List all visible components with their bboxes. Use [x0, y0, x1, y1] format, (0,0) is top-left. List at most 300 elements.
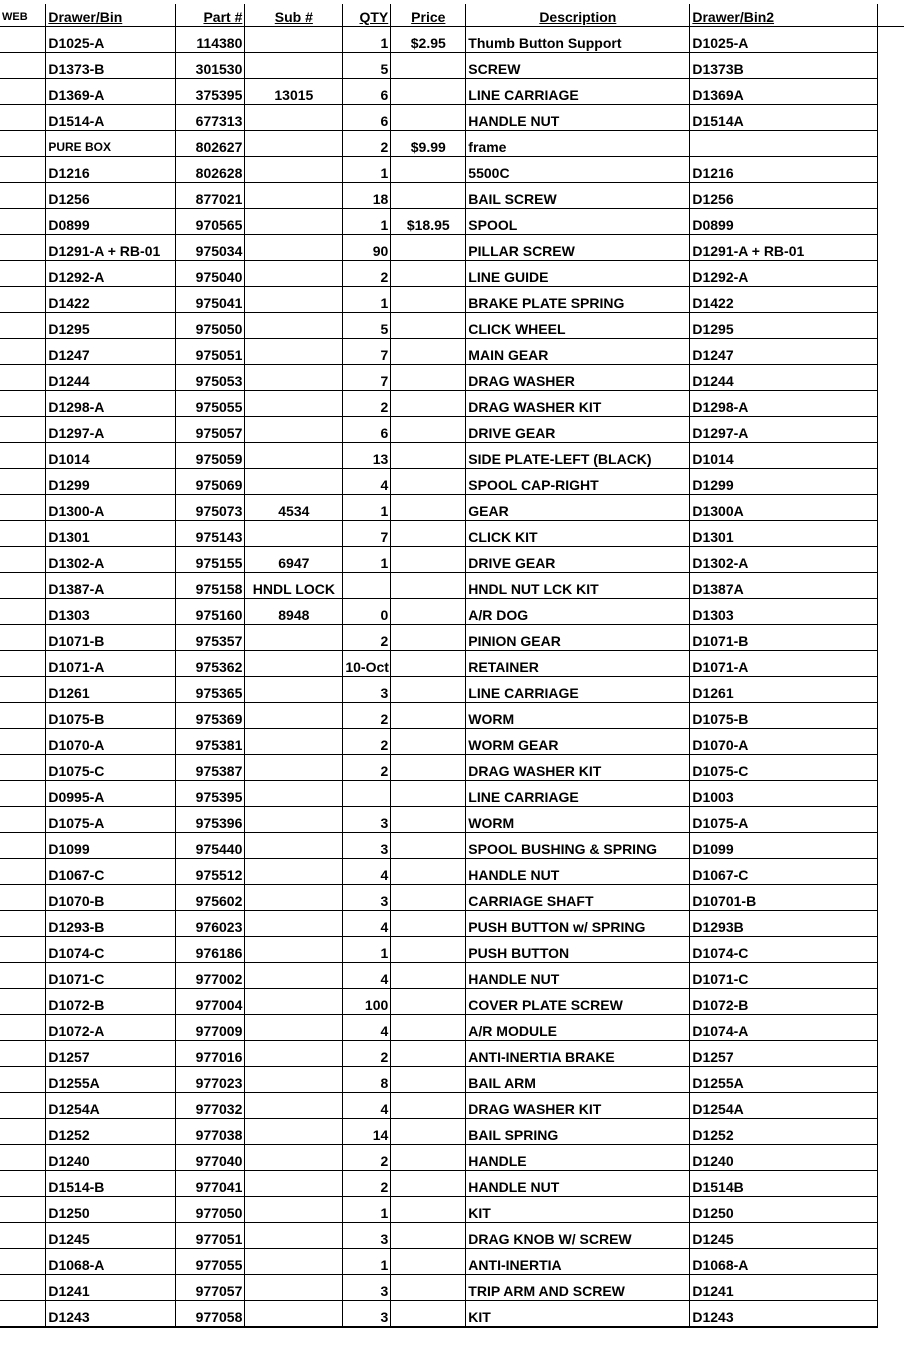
cell-qty[interactable]: 0	[343, 599, 391, 625]
cell-description[interactable]: DRAG WASHER KIT	[466, 391, 690, 417]
cell-price[interactable]	[391, 781, 466, 807]
header-drawer-bin2[interactable]: Drawer/Bin2	[690, 4, 878, 27]
cell-qty[interactable]: 100	[343, 989, 391, 1015]
cell-part-number[interactable]: 975051	[175, 339, 245, 365]
cell-sub-number[interactable]	[245, 1301, 343, 1327]
cell-web[interactable]	[0, 287, 46, 313]
cell-description[interactable]: KIT	[466, 1197, 690, 1223]
cell-price[interactable]	[391, 417, 466, 443]
cell-qty[interactable]: 6	[343, 417, 391, 443]
cell-part-number[interactable]: 802628	[175, 157, 245, 183]
cell-sub-number[interactable]	[245, 443, 343, 469]
cell-price[interactable]	[391, 313, 466, 339]
cell-sub-number[interactable]: 13015	[245, 79, 343, 105]
cell-qty[interactable]: 1	[343, 209, 391, 235]
cell-part-number[interactable]: 975357	[175, 625, 245, 651]
cell-sub-number[interactable]	[245, 287, 343, 313]
cell-drawer-bin2[interactable]: D1068-A	[690, 1249, 878, 1275]
cell-drawer-bin[interactable]: D1514-A	[46, 105, 175, 131]
cell-sub-number[interactable]: 8948	[245, 599, 343, 625]
cell-price[interactable]	[391, 1249, 466, 1275]
cell-drawer-bin[interactable]: D1293-B	[46, 911, 175, 937]
cell-drawer-bin2[interactable]: D1299	[690, 469, 878, 495]
cell-qty[interactable]: 5	[343, 313, 391, 339]
cell-description[interactable]: PINION GEAR	[466, 625, 690, 651]
cell-part-number[interactable]: 975041	[175, 287, 245, 313]
cell-web[interactable]	[0, 1041, 46, 1067]
cell-web[interactable]	[0, 807, 46, 833]
cell-drawer-bin[interactable]: D1295	[46, 313, 175, 339]
cell-drawer-bin[interactable]: D1303	[46, 599, 175, 625]
cell-sub-number[interactable]	[245, 1145, 343, 1171]
cell-web[interactable]	[0, 859, 46, 885]
cell-qty[interactable]: 18	[343, 183, 391, 209]
cell-web[interactable]	[0, 79, 46, 105]
cell-web[interactable]	[0, 469, 46, 495]
cell-web[interactable]	[0, 443, 46, 469]
cell-description[interactable]: DRAG WASHER KIT	[466, 755, 690, 781]
cell-price[interactable]: $18.95	[391, 209, 466, 235]
cell-part-number[interactable]: 975050	[175, 313, 245, 339]
cell-price[interactable]	[391, 859, 466, 885]
cell-sub-number[interactable]	[245, 833, 343, 859]
cell-part-number[interactable]: 975160	[175, 599, 245, 625]
cell-drawer-bin[interactable]: D1240	[46, 1145, 175, 1171]
cell-price[interactable]	[391, 79, 466, 105]
cell-qty[interactable]: 1	[343, 287, 391, 313]
cell-part-number[interactable]: 977041	[175, 1171, 245, 1197]
cell-web[interactable]	[0, 1067, 46, 1093]
cell-drawer-bin2[interactable]: D1074-C	[690, 937, 878, 963]
cell-drawer-bin[interactable]: D1072-A	[46, 1015, 175, 1041]
cell-drawer-bin[interactable]: D1387-A	[46, 573, 175, 599]
cell-web[interactable]	[0, 651, 46, 677]
cell-drawer-bin2[interactable]: D0899	[690, 209, 878, 235]
cell-price[interactable]	[391, 599, 466, 625]
cell-drawer-bin2[interactable]: D1298-A	[690, 391, 878, 417]
cell-web[interactable]	[0, 703, 46, 729]
cell-drawer-bin2[interactable]: D1072-B	[690, 989, 878, 1015]
cell-drawer-bin2[interactable]: D1071-C	[690, 963, 878, 989]
cell-qty[interactable]: 3	[343, 833, 391, 859]
cell-drawer-bin[interactable]: D1074-C	[46, 937, 175, 963]
cell-drawer-bin2[interactable]: D1247	[690, 339, 878, 365]
cell-drawer-bin2[interactable]: D1025-A	[690, 27, 878, 53]
cell-drawer-bin2[interactable]: D1070-A	[690, 729, 878, 755]
cell-price[interactable]	[391, 521, 466, 547]
cell-part-number[interactable]: 975053	[175, 365, 245, 391]
cell-description[interactable]: frame	[466, 131, 690, 157]
cell-drawer-bin[interactable]: D1243	[46, 1301, 175, 1327]
cell-drawer-bin[interactable]: D0899	[46, 209, 175, 235]
cell-description[interactable]: LINE CARRIAGE	[466, 79, 690, 105]
cell-part-number[interactable]: 975365	[175, 677, 245, 703]
cell-drawer-bin2[interactable]: D1240	[690, 1145, 878, 1171]
cell-part-number[interactable]: 975143	[175, 521, 245, 547]
cell-description[interactable]: BAIL SPRING	[466, 1119, 690, 1145]
cell-part-number[interactable]: 975059	[175, 443, 245, 469]
cell-drawer-bin[interactable]: D1241	[46, 1275, 175, 1301]
cell-drawer-bin[interactable]: D1255A	[46, 1067, 175, 1093]
cell-description[interactable]: DRIVE GEAR	[466, 417, 690, 443]
cell-price[interactable]	[391, 573, 466, 599]
cell-part-number[interactable]: 977040	[175, 1145, 245, 1171]
cell-price[interactable]	[391, 1301, 466, 1327]
cell-drawer-bin2[interactable]: D1099	[690, 833, 878, 859]
cell-qty[interactable]: 4	[343, 469, 391, 495]
cell-price[interactable]	[391, 157, 466, 183]
cell-part-number[interactable]: 977023	[175, 1067, 245, 1093]
cell-web[interactable]	[0, 911, 46, 937]
cell-drawer-bin[interactable]: D1247	[46, 339, 175, 365]
cell-description[interactable]: SCREW	[466, 53, 690, 79]
cell-drawer-bin2[interactable]: D1250	[690, 1197, 878, 1223]
cell-price[interactable]	[391, 1145, 466, 1171]
cell-sub-number[interactable]	[245, 859, 343, 885]
cell-web[interactable]	[0, 625, 46, 651]
cell-web[interactable]	[0, 1223, 46, 1249]
cell-qty[interactable]: 6	[343, 79, 391, 105]
cell-part-number[interactable]: 301530	[175, 53, 245, 79]
cell-drawer-bin2[interactable]: D1303	[690, 599, 878, 625]
cell-sub-number[interactable]	[245, 313, 343, 339]
cell-drawer-bin2[interactable]: D1302-A	[690, 547, 878, 573]
cell-drawer-bin[interactable]: D1299	[46, 469, 175, 495]
cell-description[interactable]: HANDLE NUT	[466, 859, 690, 885]
cell-drawer-bin[interactable]: D0995-A	[46, 781, 175, 807]
cell-part-number[interactable]: 977051	[175, 1223, 245, 1249]
cell-drawer-bin[interactable]: D1245	[46, 1223, 175, 1249]
cell-part-number[interactable]: 977058	[175, 1301, 245, 1327]
cell-part-number[interactable]: 975387	[175, 755, 245, 781]
cell-web[interactable]	[0, 1171, 46, 1197]
cell-part-number[interactable]: 970565	[175, 209, 245, 235]
cell-drawer-bin[interactable]: D1257	[46, 1041, 175, 1067]
cell-drawer-bin[interactable]: D1254A	[46, 1093, 175, 1119]
cell-description[interactable]: HANDLE NUT	[466, 963, 690, 989]
cell-price[interactable]	[391, 755, 466, 781]
cell-web[interactable]	[0, 157, 46, 183]
cell-web[interactable]	[0, 1249, 46, 1275]
cell-drawer-bin2[interactable]: D1293B	[690, 911, 878, 937]
cell-web[interactable]	[0, 963, 46, 989]
cell-web[interactable]	[0, 209, 46, 235]
cell-price[interactable]	[391, 651, 466, 677]
cell-price[interactable]	[391, 1041, 466, 1067]
cell-drawer-bin2[interactable]: D1074-A	[690, 1015, 878, 1041]
cell-sub-number[interactable]	[245, 729, 343, 755]
header-web[interactable]: WEB	[0, 4, 46, 27]
cell-web[interactable]	[0, 183, 46, 209]
cell-qty[interactable]: 7	[343, 521, 391, 547]
cell-qty[interactable]: 2	[343, 703, 391, 729]
cell-price[interactable]	[391, 1015, 466, 1041]
cell-sub-number[interactable]	[245, 755, 343, 781]
cell-drawer-bin[interactable]: D1373-B	[46, 53, 175, 79]
cell-sub-number[interactable]	[245, 703, 343, 729]
cell-sub-number[interactable]	[245, 53, 343, 79]
cell-description[interactable]: ANTI-INERTIA BRAKE	[466, 1041, 690, 1067]
cell-web[interactable]	[0, 1301, 46, 1327]
cell-sub-number[interactable]	[245, 365, 343, 391]
cell-qty[interactable]: 3	[343, 807, 391, 833]
cell-part-number[interactable]: 977009	[175, 1015, 245, 1041]
cell-price[interactable]	[391, 807, 466, 833]
cell-description[interactable]: PILLAR SCREW	[466, 235, 690, 261]
cell-drawer-bin2[interactable]: D1245	[690, 1223, 878, 1249]
cell-qty[interactable]: 2	[343, 131, 391, 157]
header-sub-number[interactable]: Sub #	[245, 4, 343, 27]
cell-description[interactable]: HANDLE	[466, 1145, 690, 1171]
cell-drawer-bin2[interactable]: D1071-A	[690, 651, 878, 677]
cell-description[interactable]: COVER PLATE SCREW	[466, 989, 690, 1015]
cell-sub-number[interactable]	[245, 807, 343, 833]
cell-part-number[interactable]: 977004	[175, 989, 245, 1015]
cell-qty[interactable]: 1	[343, 1249, 391, 1275]
cell-part-number[interactable]: 977016	[175, 1041, 245, 1067]
cell-web[interactable]	[0, 1015, 46, 1041]
cell-sub-number[interactable]	[245, 27, 343, 53]
cell-qty[interactable]: 10-Oct	[343, 651, 391, 677]
cell-drawer-bin[interactable]: D1071-B	[46, 625, 175, 651]
cell-drawer-bin[interactable]: D1075-C	[46, 755, 175, 781]
cell-drawer-bin2[interactable]: D1300A	[690, 495, 878, 521]
cell-web[interactable]	[0, 677, 46, 703]
cell-sub-number[interactable]	[245, 209, 343, 235]
cell-drawer-bin2[interactable]: D1075-B	[690, 703, 878, 729]
cell-drawer-bin2[interactable]: D1254A	[690, 1093, 878, 1119]
cell-web[interactable]	[0, 729, 46, 755]
cell-sub-number[interactable]	[245, 469, 343, 495]
cell-sub-number[interactable]	[245, 1067, 343, 1093]
cell-web[interactable]	[0, 27, 46, 53]
cell-web[interactable]	[0, 547, 46, 573]
cell-drawer-bin2[interactable]: D1014	[690, 443, 878, 469]
cell-drawer-bin2[interactable]: D1373B	[690, 53, 878, 79]
cell-drawer-bin[interactable]: D1072-B	[46, 989, 175, 1015]
cell-drawer-bin2[interactable]: D1075-A	[690, 807, 878, 833]
cell-price[interactable]	[391, 729, 466, 755]
cell-drawer-bin[interactable]: D1250	[46, 1197, 175, 1223]
cell-web[interactable]	[0, 989, 46, 1015]
cell-drawer-bin[interactable]: D1070-B	[46, 885, 175, 911]
cell-price[interactable]	[391, 495, 466, 521]
cell-part-number[interactable]: 977038	[175, 1119, 245, 1145]
cell-part-number[interactable]: 975073	[175, 495, 245, 521]
cell-sub-number[interactable]	[245, 1171, 343, 1197]
cell-description[interactable]: KIT	[466, 1301, 690, 1327]
cell-qty[interactable]: 2	[343, 755, 391, 781]
cell-drawer-bin2[interactable]: D1261	[690, 677, 878, 703]
cell-price[interactable]	[391, 1067, 466, 1093]
cell-drawer-bin[interactable]: D1071-A	[46, 651, 175, 677]
cell-price[interactable]	[391, 1223, 466, 1249]
cell-price[interactable]	[391, 677, 466, 703]
cell-description[interactable]: A/R DOG	[466, 599, 690, 625]
cell-web[interactable]	[0, 885, 46, 911]
cell-web[interactable]	[0, 53, 46, 79]
cell-description[interactable]: HANDLE NUT	[466, 1171, 690, 1197]
cell-qty[interactable]: 1	[343, 547, 391, 573]
cell-description[interactable]: ANTI-INERTIA	[466, 1249, 690, 1275]
cell-qty[interactable]: 3	[343, 677, 391, 703]
cell-qty[interactable]: 4	[343, 911, 391, 937]
cell-drawer-bin2[interactable]: D1255A	[690, 1067, 878, 1093]
cell-web[interactable]	[0, 495, 46, 521]
cell-qty[interactable]: 2	[343, 625, 391, 651]
cell-sub-number[interactable]	[245, 989, 343, 1015]
cell-description[interactable]: BAIL ARM	[466, 1067, 690, 1093]
cell-sub-number[interactable]	[245, 1223, 343, 1249]
cell-sub-number[interactable]: 4534	[245, 495, 343, 521]
cell-drawer-bin2[interactable]: D1369A	[690, 79, 878, 105]
cell-description[interactable]: WORM	[466, 807, 690, 833]
cell-price[interactable]	[391, 911, 466, 937]
cell-sub-number[interactable]: HNDL LOCK	[245, 573, 343, 599]
cell-description[interactable]: SPOOL BUSHING & SPRING	[466, 833, 690, 859]
cell-drawer-bin[interactable]: D1369-A	[46, 79, 175, 105]
cell-sub-number[interactable]	[245, 131, 343, 157]
cell-description[interactable]: WORM	[466, 703, 690, 729]
cell-sub-number[interactable]	[245, 235, 343, 261]
cell-price[interactable]	[391, 989, 466, 1015]
cell-part-number[interactable]: 114380	[175, 27, 245, 53]
cell-qty[interactable]: 1	[343, 1197, 391, 1223]
cell-part-number[interactable]: 975362	[175, 651, 245, 677]
cell-sub-number[interactable]	[245, 1275, 343, 1301]
cell-drawer-bin[interactable]: D1252	[46, 1119, 175, 1145]
cell-drawer-bin2[interactable]: D1292-A	[690, 261, 878, 287]
cell-description[interactable]: LINE CARRIAGE	[466, 677, 690, 703]
cell-description[interactable]: SIDE PLATE-LEFT (BLACK)	[466, 443, 690, 469]
cell-web[interactable]	[0, 755, 46, 781]
cell-web[interactable]	[0, 365, 46, 391]
cell-qty[interactable]: 7	[343, 365, 391, 391]
cell-price[interactable]	[391, 625, 466, 651]
cell-drawer-bin2[interactable]: D1241	[690, 1275, 878, 1301]
cell-web[interactable]	[0, 235, 46, 261]
header-description[interactable]: Description	[466, 4, 690, 27]
cell-sub-number[interactable]	[245, 781, 343, 807]
cell-sub-number[interactable]	[245, 417, 343, 443]
cell-drawer-bin[interactable]: D1071-C	[46, 963, 175, 989]
cell-description[interactable]: SPOOL	[466, 209, 690, 235]
cell-price[interactable]	[391, 183, 466, 209]
cell-web[interactable]	[0, 313, 46, 339]
cell-drawer-bin2[interactable]: D1297-A	[690, 417, 878, 443]
cell-drawer-bin2[interactable]: D1514A	[690, 105, 878, 131]
cell-web[interactable]	[0, 131, 46, 157]
cell-part-number[interactable]: 975512	[175, 859, 245, 885]
cell-qty[interactable]: 7	[343, 339, 391, 365]
cell-drawer-bin[interactable]: D1298-A	[46, 391, 175, 417]
cell-description[interactable]: GEAR	[466, 495, 690, 521]
cell-drawer-bin[interactable]: D1261	[46, 677, 175, 703]
cell-price[interactable]	[391, 1275, 466, 1301]
cell-part-number[interactable]: 677313	[175, 105, 245, 131]
cell-drawer-bin2[interactable]: D1422	[690, 287, 878, 313]
cell-description[interactable]: RETAINER	[466, 651, 690, 677]
cell-qty[interactable]: 6	[343, 105, 391, 131]
cell-part-number[interactable]: 976186	[175, 937, 245, 963]
cell-description[interactable]: MAIN GEAR	[466, 339, 690, 365]
cell-price[interactable]	[391, 105, 466, 131]
cell-sub-number[interactable]	[245, 157, 343, 183]
cell-description[interactable]: SPOOL CAP-RIGHT	[466, 469, 690, 495]
cell-description[interactable]: A/R MODULE	[466, 1015, 690, 1041]
cell-part-number[interactable]: 975396	[175, 807, 245, 833]
cell-qty[interactable]: 2	[343, 1171, 391, 1197]
cell-price[interactable]	[391, 885, 466, 911]
cell-price[interactable]	[391, 287, 466, 313]
cell-price[interactable]	[391, 1093, 466, 1119]
cell-sub-number[interactable]	[245, 1119, 343, 1145]
cell-sub-number[interactable]	[245, 391, 343, 417]
cell-drawer-bin2[interactable]: D1387A	[690, 573, 878, 599]
cell-price[interactable]	[391, 937, 466, 963]
cell-drawer-bin2[interactable]: D1071-B	[690, 625, 878, 651]
cell-qty[interactable]: 1	[343, 495, 391, 521]
cell-sub-number[interactable]	[245, 885, 343, 911]
header-drawer-bin[interactable]: Drawer/Bin	[46, 4, 175, 27]
cell-drawer-bin2[interactable]	[690, 131, 878, 157]
cell-drawer-bin2[interactable]: D1252	[690, 1119, 878, 1145]
cell-price[interactable]	[391, 1119, 466, 1145]
cell-drawer-bin2[interactable]: D1256	[690, 183, 878, 209]
cell-description[interactable]: LINE GUIDE	[466, 261, 690, 287]
cell-sub-number[interactable]	[245, 1197, 343, 1223]
cell-qty[interactable]: 1	[343, 157, 391, 183]
cell-qty[interactable]: 2	[343, 1145, 391, 1171]
cell-web[interactable]	[0, 1119, 46, 1145]
cell-price[interactable]	[391, 53, 466, 79]
cell-part-number[interactable]: 977057	[175, 1275, 245, 1301]
cell-qty[interactable]: 90	[343, 235, 391, 261]
cell-price[interactable]	[391, 391, 466, 417]
cell-description[interactable]: CLICK WHEEL	[466, 313, 690, 339]
cell-qty[interactable]: 1	[343, 937, 391, 963]
cell-part-number[interactable]: 975034	[175, 235, 245, 261]
cell-part-number[interactable]: 975055	[175, 391, 245, 417]
cell-sub-number[interactable]	[245, 963, 343, 989]
cell-drawer-bin2[interactable]: D1291-A + RB-01	[690, 235, 878, 261]
header-part-number[interactable]: Part #	[175, 4, 245, 27]
cell-qty[interactable]: 2	[343, 1041, 391, 1067]
cell-web[interactable]	[0, 1275, 46, 1301]
cell-part-number[interactable]: 975155	[175, 547, 245, 573]
cell-part-number[interactable]: 975040	[175, 261, 245, 287]
cell-drawer-bin[interactable]: D1514-B	[46, 1171, 175, 1197]
header-qty[interactable]: QTY	[343, 4, 391, 27]
cell-part-number[interactable]: 975369	[175, 703, 245, 729]
cell-qty[interactable]: 5	[343, 53, 391, 79]
cell-sub-number[interactable]	[245, 339, 343, 365]
cell-part-number[interactable]: 975381	[175, 729, 245, 755]
cell-web[interactable]	[0, 1197, 46, 1223]
cell-qty[interactable]: 8	[343, 1067, 391, 1093]
cell-description[interactable]: DRAG WASHER KIT	[466, 1093, 690, 1119]
cell-qty[interactable]: 13	[343, 443, 391, 469]
cell-sub-number[interactable]	[245, 1015, 343, 1041]
cell-qty[interactable]: 4	[343, 859, 391, 885]
cell-drawer-bin2[interactable]: D1003	[690, 781, 878, 807]
cell-description[interactable]: CLICK KIT	[466, 521, 690, 547]
cell-price[interactable]: $2.95	[391, 27, 466, 53]
cell-drawer-bin[interactable]: D1256	[46, 183, 175, 209]
cell-description[interactable]: DRIVE GEAR	[466, 547, 690, 573]
cell-drawer-bin[interactable]: D1014	[46, 443, 175, 469]
cell-qty[interactable]: 3	[343, 885, 391, 911]
